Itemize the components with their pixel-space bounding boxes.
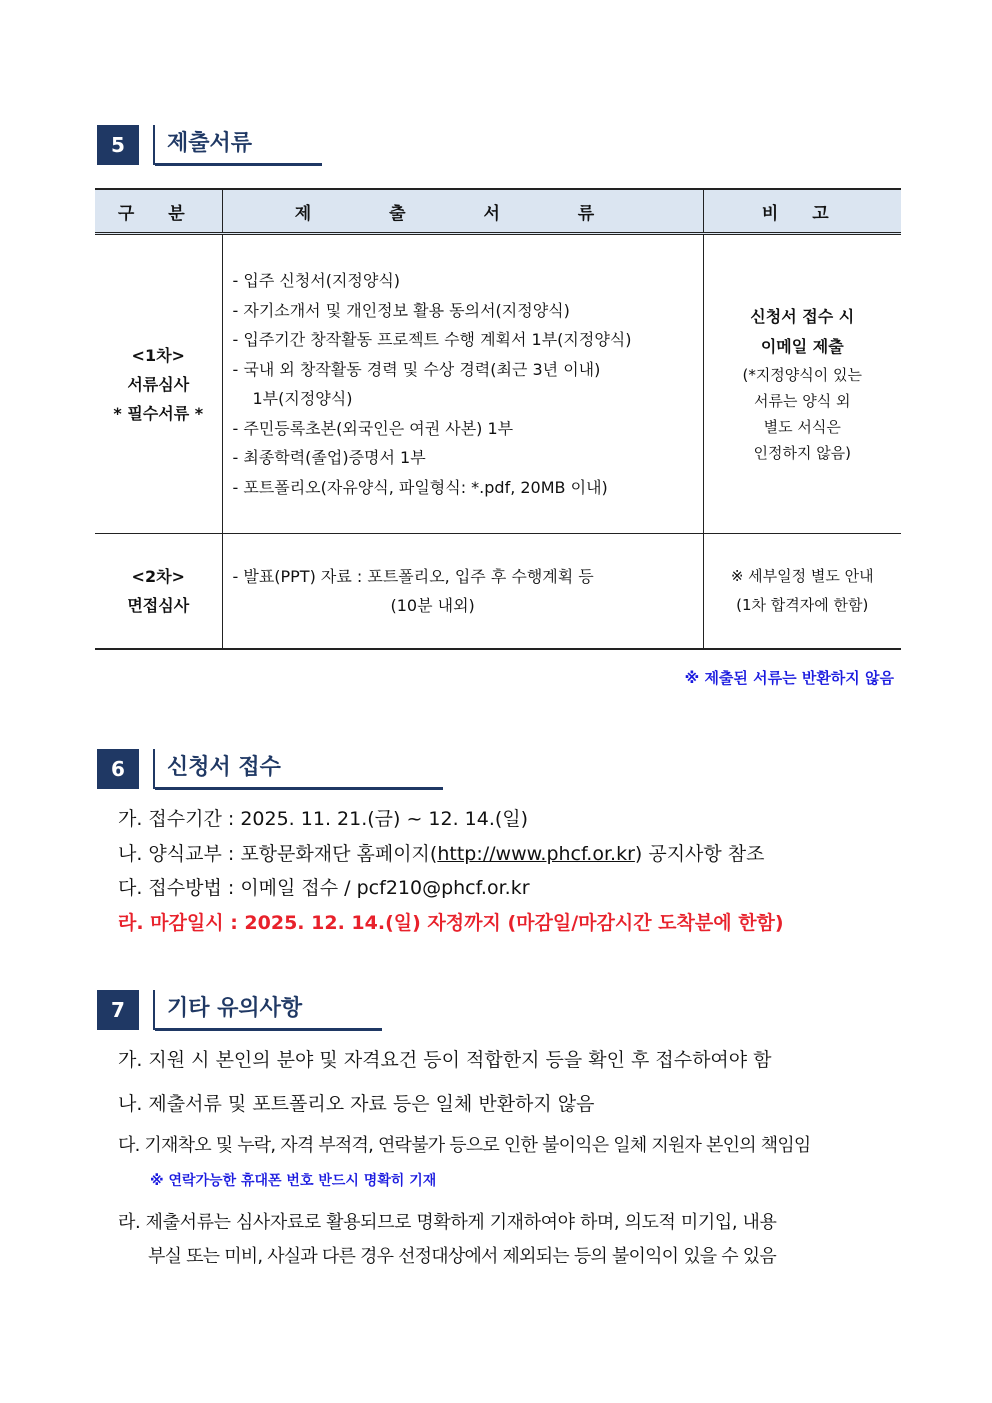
section-5-header bbox=[97, 125, 327, 167]
homepage-link[interactable]: http://www.phcf.or.kr bbox=[437, 843, 635, 865]
row1-remarks: 신청서 접수 시 이메일 제출 (*지정양식이 있는 서류는 양식 외 별도 서식은 인정하지 않음) bbox=[703, 234, 901, 534]
section-divider bbox=[153, 125, 155, 165]
table-row bbox=[95, 234, 901, 534]
contact-note: ※ 연락가능한 휴대폰 번호 반드시 명확히 기재 bbox=[150, 1173, 437, 1189]
section-underline bbox=[155, 787, 443, 790]
section-title: 제출서류 bbox=[167, 131, 253, 156]
section-divider bbox=[153, 749, 155, 789]
notice-item-continued: 부실 또는 미비, 사실과 다른 경우 선정대상에서 제외되는 등의 불이익이 있을 수 있음 bbox=[148, 1246, 776, 1267]
list-item: - 주민등록초본(외국인은 여권 사본) 1부 bbox=[232, 418, 514, 438]
header-remarks: 비 고 bbox=[703, 189, 901, 234]
section-divider bbox=[153, 990, 155, 1030]
header-category: 구 분 bbox=[95, 189, 222, 234]
list-item: - 포트폴리오(자유양식, 파일형식: *.pdf, 20MB 이내) bbox=[232, 477, 608, 497]
section-6-header bbox=[97, 749, 447, 791]
application-method: 다. 접수방법 : 이메일 접수 / pcf210@phcf.or.kr bbox=[118, 877, 530, 899]
section-title: 신청서 접수 bbox=[167, 755, 281, 780]
section-number: 7 bbox=[97, 990, 139, 1030]
row1-category: <1차> 서류심사 * 필수서류 * bbox=[95, 234, 222, 534]
notice-item: 나. 제출서류 및 포트폴리오 자료 등은 일체 반환하지 않음 bbox=[118, 1093, 595, 1115]
section-underline bbox=[155, 163, 322, 166]
table-row bbox=[95, 534, 901, 650]
list-item: - 발표(PPT) 자료 : 포트폴리오, 입주 후 수행계획 등 bbox=[232, 566, 594, 586]
row2-remarks: ※ 세부일정 별도 안내 (1차 합격자에 한함) bbox=[703, 534, 901, 650]
notice-not-returned: ※ 제출된 서류는 반환하지 않음 bbox=[684, 669, 894, 687]
list-item: - 국내 외 창작활동 경력 및 수상 경력(최근 3년 이내) bbox=[232, 359, 601, 379]
row2-documents-list bbox=[222, 534, 703, 650]
list-item: 1부(지정양식) bbox=[252, 389, 353, 408]
header-documents: 제 출 서 류 bbox=[222, 189, 703, 234]
section-title: 기타 유의사항 bbox=[167, 996, 303, 1021]
form-distribution: 나. 양식교부 : 포항문화재단 홈페이지(http://www.phcf.or.kr) 공지사항 참조 bbox=[118, 843, 765, 865]
list-item: - 입주기간 창작활동 프로젝트 수행 계획서 1부(지정양식) bbox=[232, 330, 632, 349]
deadline: 라. 마감일시 : 2025. 12. 14.(일) 자정까지 (마감일/마감시간 도착분에 한함) bbox=[118, 912, 784, 934]
section-7-header bbox=[97, 990, 387, 1032]
notice-item: 라. 제출서류는 심사자료로 활용되므로 명확하게 기재하여야 하며, 의도적 미기입, 내용 bbox=[118, 1212, 777, 1233]
list-item: - 최종학력(졸업)증명서 1부 bbox=[232, 448, 426, 467]
row1-documents-list bbox=[222, 234, 703, 534]
section-number: 5 bbox=[97, 125, 139, 165]
notice-item: 가. 지원 시 본인의 분야 및 자격요건 등이 적합한지 등을 확인 후 접수하여야 함 bbox=[118, 1049, 772, 1071]
list-item: - 입주 신청서(지정양식) bbox=[232, 271, 401, 290]
list-item: (10분 내외) bbox=[390, 596, 475, 615]
section-number: 6 bbox=[97, 749, 139, 789]
notice-item: 다. 기재착오 및 누락, 자격 부적격, 연락불가 등으로 인한 불이익은 일체 지원자 본인의 책임임 bbox=[118, 1135, 811, 1156]
list-item: - 자기소개서 및 개인정보 활용 동의서(지정양식) bbox=[232, 300, 570, 320]
application-period: 가. 접수기간 : 2025. 11. 21.(금) ~ 12. 14.(일) bbox=[118, 808, 529, 830]
table-header-row bbox=[95, 189, 901, 234]
row2-category: <2차> 면접심사 bbox=[95, 534, 222, 650]
documents-table bbox=[95, 188, 901, 650]
section-underline bbox=[155, 1028, 382, 1031]
